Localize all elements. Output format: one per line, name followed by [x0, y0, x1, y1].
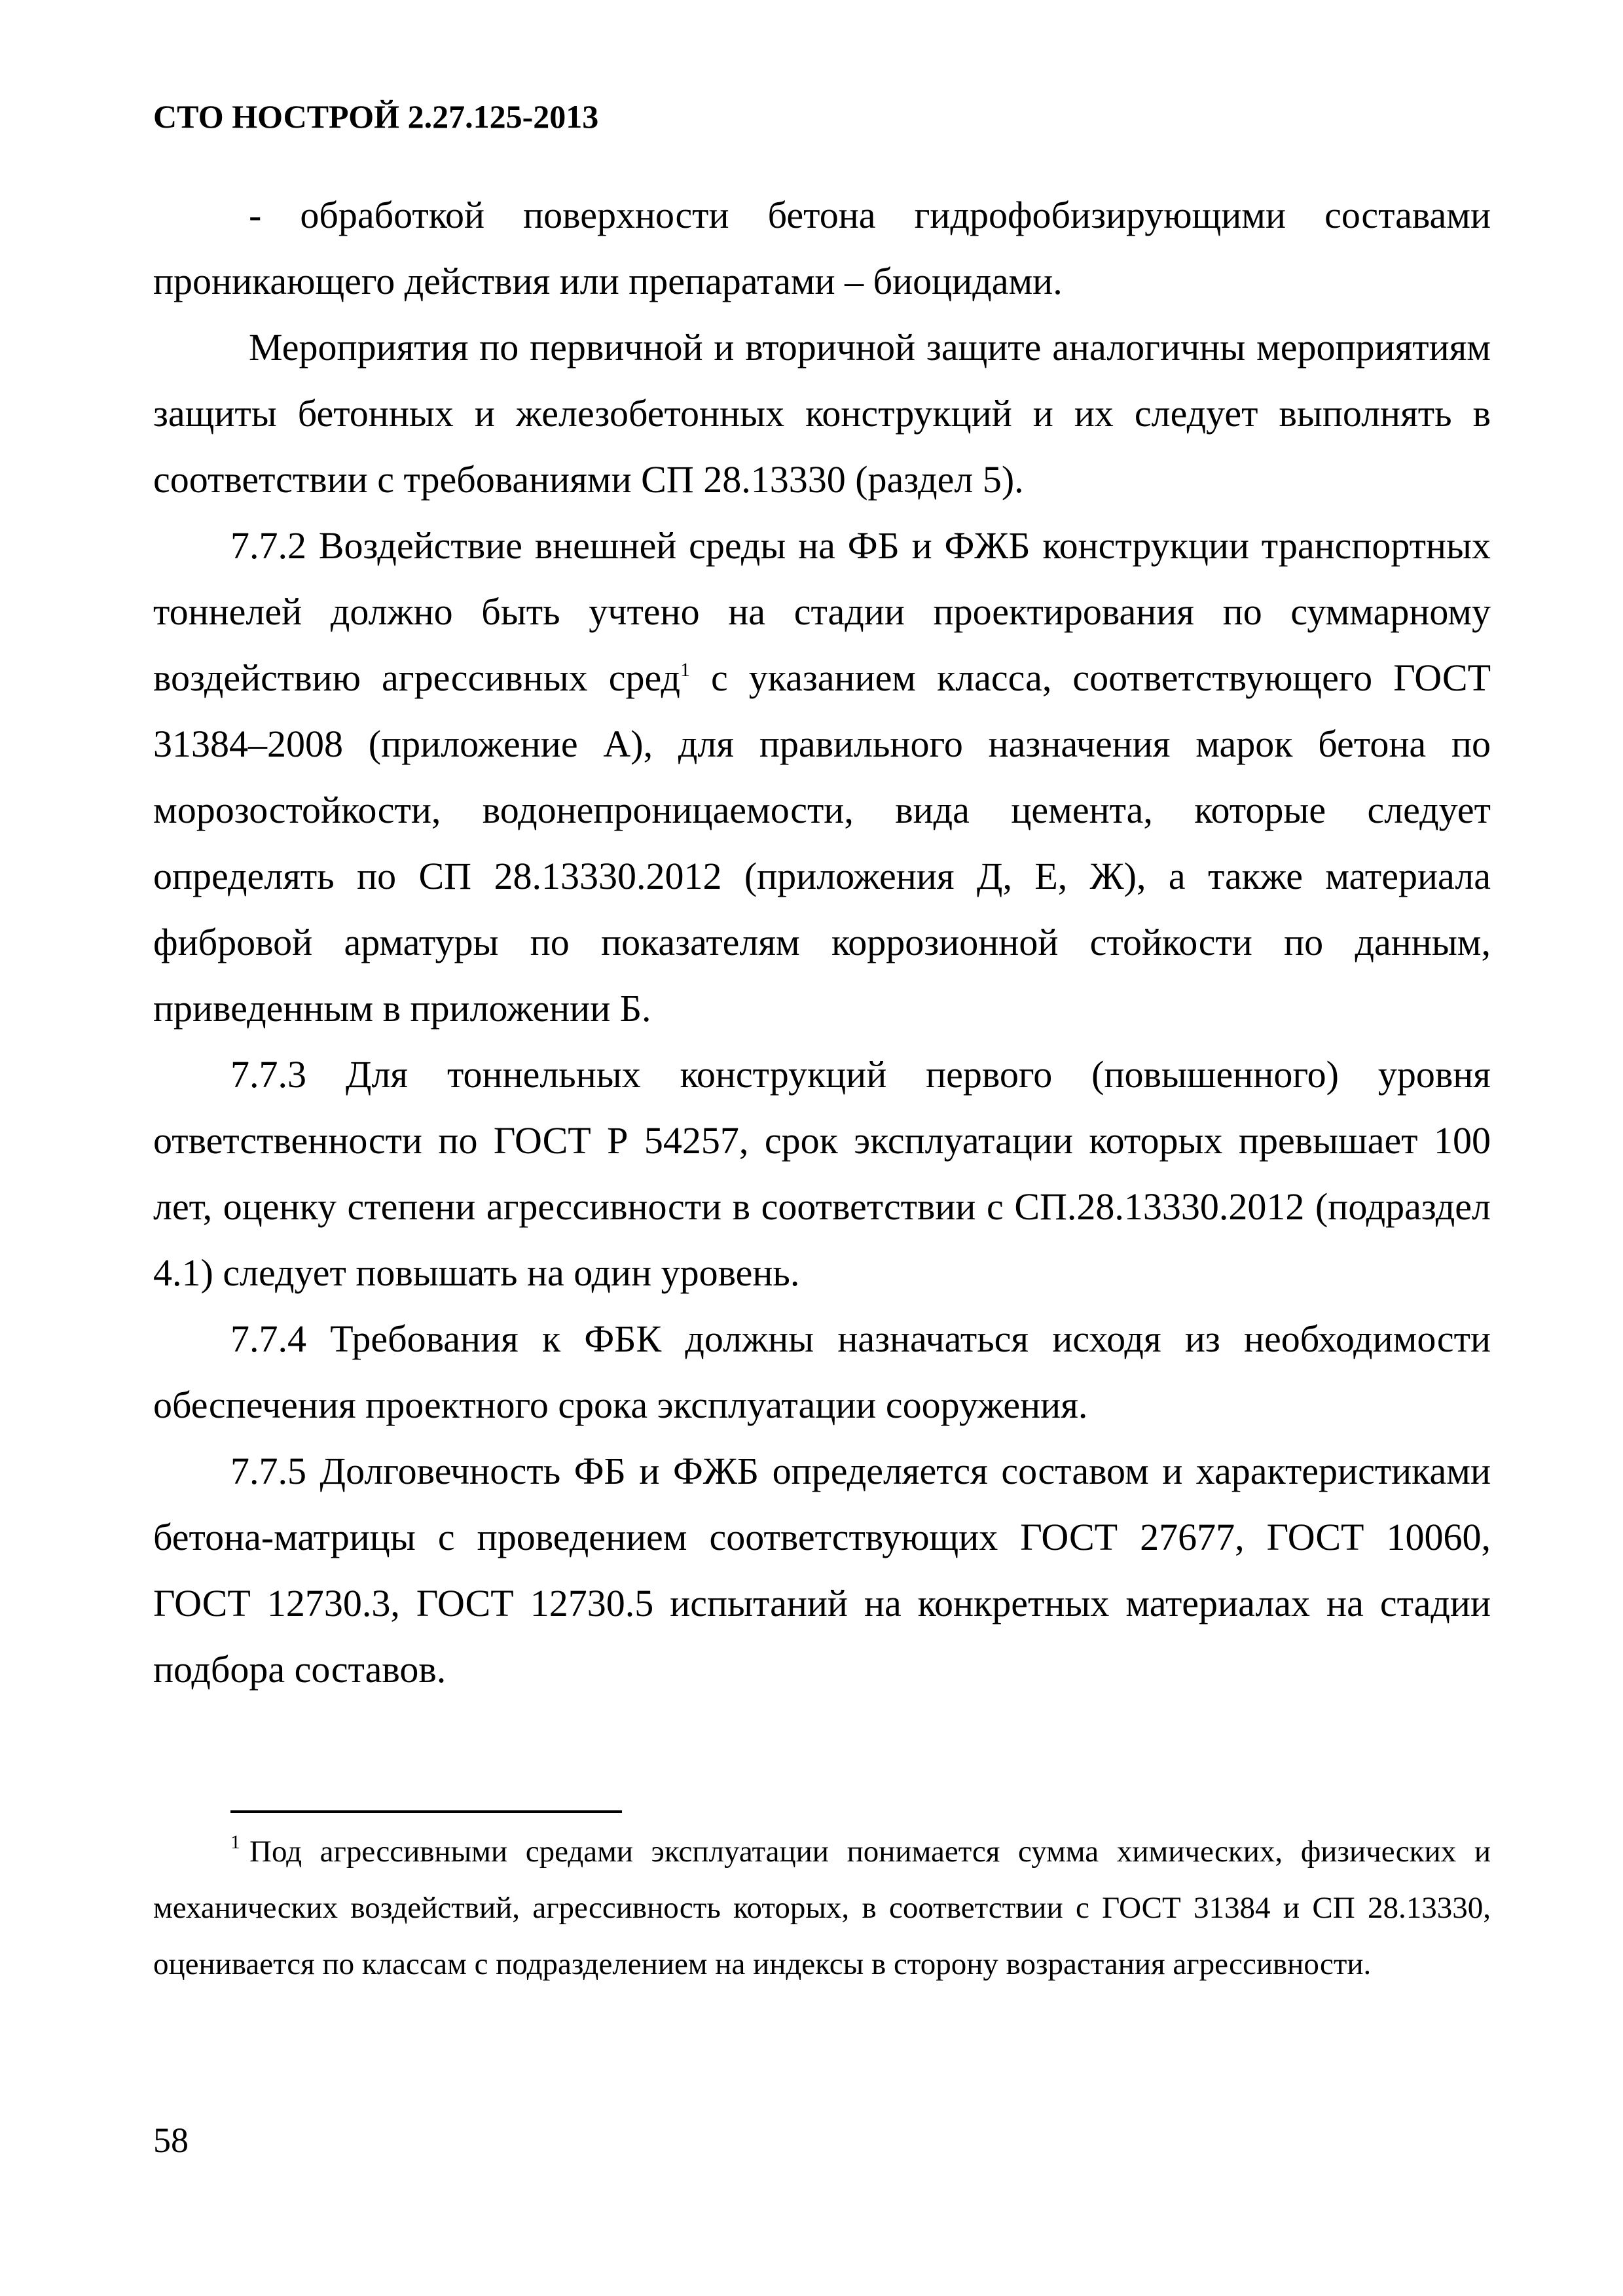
paragraph-7-7-3: 7.7.3 Для тоннельных конструкций первого (повышенного) уровня ответственности по ГОСТ Р 54257, срок эксплуатации которых превышает 100 лет, оценку степени агрессивности в соответствии с СП.28.13330.2012 (подраздел 4.1) следует повышать на один уровень.	[153, 1053, 1491, 1294]
footnote-separator	[230, 1810, 622, 1813]
paragraph-7-7-5: 7.7.5 Долговечность ФБ и ФЖБ определяется составом и характеристиками бетона-матрицы с проведением соответствующих ГОСТ 27677, ГОСТ 10060, ГОСТ 12730.3, ГОСТ 12730.5 испытаний на конкретных материалах на стадии подбора составов.	[153, 1450, 1491, 1691]
paragraph-7-7-2	[153, 512, 1491, 1041]
paragraph-7-7-2-text-before: 7.7.2 Воздействие внешней среды на ФБ и ФЖБ конструкции транспортных тоннелей должно быть учтено на стадии проектирования по суммарному воздействию агрессивных сред	[153, 524, 1491, 699]
page-number: 58	[153, 2121, 189, 2160]
paragraph-7-7-4: 7.7.4 Требования к ФБК должны назначаться исходя из необходимости обеспечения проектного срока эксплуатации сооружения.	[153, 1318, 1491, 1426]
footnote-paragraph	[153, 1823, 1491, 1992]
footnote-reference: 1	[680, 659, 690, 681]
footnote	[153, 1823, 1491, 1992]
document-header: СТО НОСТРОЙ 2.27.125-2013	[153, 98, 599, 135]
document-body	[153, 182, 1491, 1702]
footnote-mark: 1	[230, 1831, 240, 1853]
paragraph-protection-measures: Мероприятия по первичной и вторичной защите аналогичны мероприятиям защиты бетонных и железобетонных конструкций и их следует выполнять в соответствии с требованиями СП 28.13330 (раздел 5).	[153, 326, 1491, 501]
paragraph-7-7-2-text-after: с указанием класса, соответствующего ГОСТ 31384–2008 (приложение А), для правильного назначения марок бетона по морозостойкости, водонепроницаемости, вида цемента, которые следует определять по СП 28.13330.2012 (приложения Д, Е, Ж), а также материала фибровой арматуры по показателям коррозионной стойкости по данным, приведенным в приложении Б.	[153, 656, 1491, 1030]
paragraph-list-item: - обработкой поверхности бетона гидрофобизирующими составами проникающего действия или препаратами – биоцидами.	[153, 194, 1491, 302]
footnote-text: Под агрессивными средами эксплуатации понимается сумма химических, физических и механических воздействий, агрессивность которых, в соответствии с ГОСТ 31384 и СП 28.13330, оценивается по классам с подразделением на индексы в сторону возрастания агрессивности.	[153, 1835, 1491, 1981]
